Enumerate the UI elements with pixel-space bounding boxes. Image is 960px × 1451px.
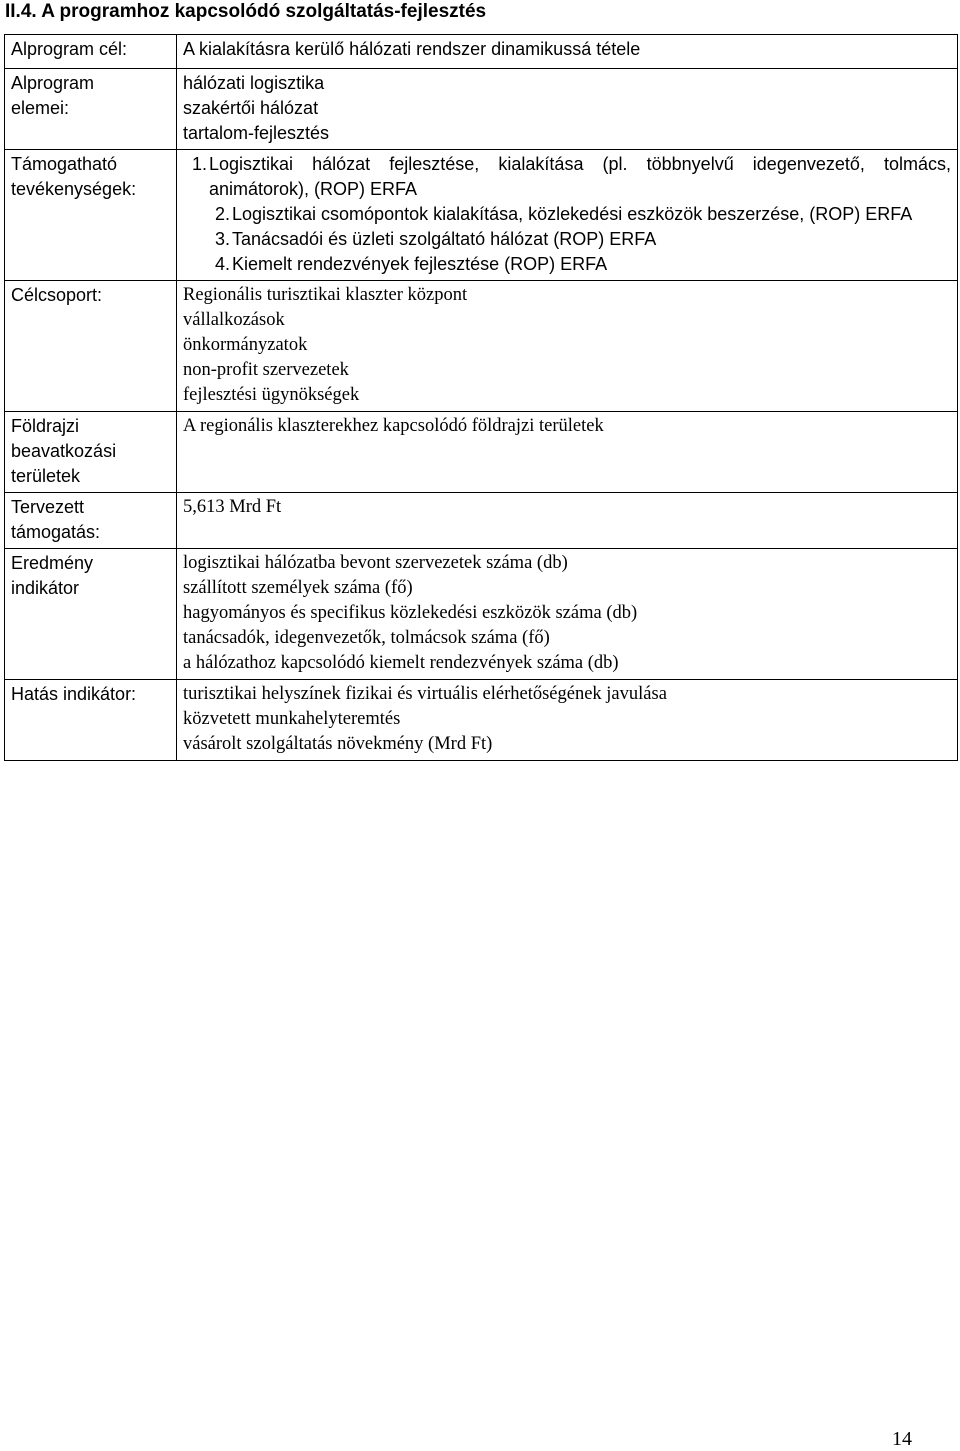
label-eredmeny-indikator: Eredmény indikátor (5, 549, 177, 680)
row-hatas-indikator (5, 680, 958, 761)
section-heading: II.4. A programhoz kapcsolódó szolgáltatás-fejlesztés (5, 1, 487, 22)
value-foldrajzi: A regionális klaszterekhez kapcsolódó földrajzi területek (177, 412, 958, 493)
value-tervezett-tamogatas: 5,613 Mrd Ft (177, 493, 958, 549)
list-item: közvetett munkahelyteremtés (183, 709, 401, 729)
list-item: 1. Logisztikai hálózat fejlesztése, kialakítása (pl. többnyelvű idegenvezető, tolmács, animátorok), (ROP) ERFA (191, 154, 951, 199)
label-hatas-indikator: Hatás indikátor: (5, 680, 177, 761)
value-celcsoport (177, 281, 958, 412)
label-tamogathato-tevekenysegek: Támogatható tevékenységek: (5, 150, 177, 281)
label-tervezett-tamogatas: Tervezett támogatás: (5, 493, 177, 549)
list-item: a hálózathoz kapcsolódó kiemelt rendezvények száma (db) (183, 653, 619, 673)
list-item: vállalkozások (183, 310, 285, 330)
label-celcsoport: Célcsoport: (5, 281, 177, 412)
list-item: önkormányzatok (183, 335, 308, 355)
page-number: 14 (892, 1428, 912, 1450)
list-item: szállított személyek száma (fő) (183, 578, 413, 598)
list-item: 2. Logisztikai csomópontok kialakítása, közlekedési eszközök beszerzése, (ROP) ERFA (214, 204, 913, 224)
list-item: fejlesztési ügynökségek (183, 385, 360, 405)
list-item: hálózati logisztika (183, 73, 325, 93)
row-tervezett-tamogatas (5, 493, 958, 549)
value-tamogathato-tevekenysegek (177, 150, 958, 281)
row-eredmeny-indikator (5, 549, 958, 680)
list-item: 3. Tanácsadói és üzleti szolgáltató hálózat (ROP) ERFA (214, 229, 657, 249)
label-alprogram-elemei: Alprogram elemei: (5, 69, 177, 150)
row-alprogram-elemei (5, 69, 958, 150)
row-celcsoport (5, 281, 958, 412)
value-hatas-indikator (177, 680, 958, 761)
list-item: szakértői hálózat (183, 98, 319, 118)
value-alprogram-elemei (177, 69, 958, 150)
list-item: non-profit szervezetek (183, 360, 349, 380)
row-tamogathato-tevekenysegek (5, 150, 958, 281)
list-item: 4. Kiemelt rendezvények fejlesztése (ROP) ERFA (214, 254, 608, 274)
label-foldrajzi: Földrajzi beavatkozási területek (5, 412, 177, 493)
list-item: hagyományos és specifikus közlekedési eszközök száma (db) (183, 603, 638, 623)
row-foldrajzi (5, 412, 958, 493)
value-eredmeny-indikator (177, 549, 958, 680)
program-table (4, 34, 958, 761)
row-alprogram-cel (5, 35, 958, 69)
value-alprogram-cel: A kialakításra kerülő hálózati rendszer dinamikussá tétele (177, 35, 958, 69)
list-item: turisztikai helyszínek fizikai és virtuális elérhetőségének javulása (183, 684, 667, 704)
list-item: logisztikai hálózatba bevont szervezetek száma (db) (183, 553, 568, 573)
list-item: Regionális turisztikai klaszter központ (183, 285, 468, 305)
list-item: tanácsadók, idegenvezetők, tolmácsok száma (fő) (183, 628, 550, 648)
list-item: vásárolt szolgáltatás növekmény (Mrd Ft) (183, 734, 493, 754)
label-alprogram-cel: Alprogram cél: (5, 35, 177, 69)
list-item: tartalom-fejlesztés (183, 123, 330, 143)
